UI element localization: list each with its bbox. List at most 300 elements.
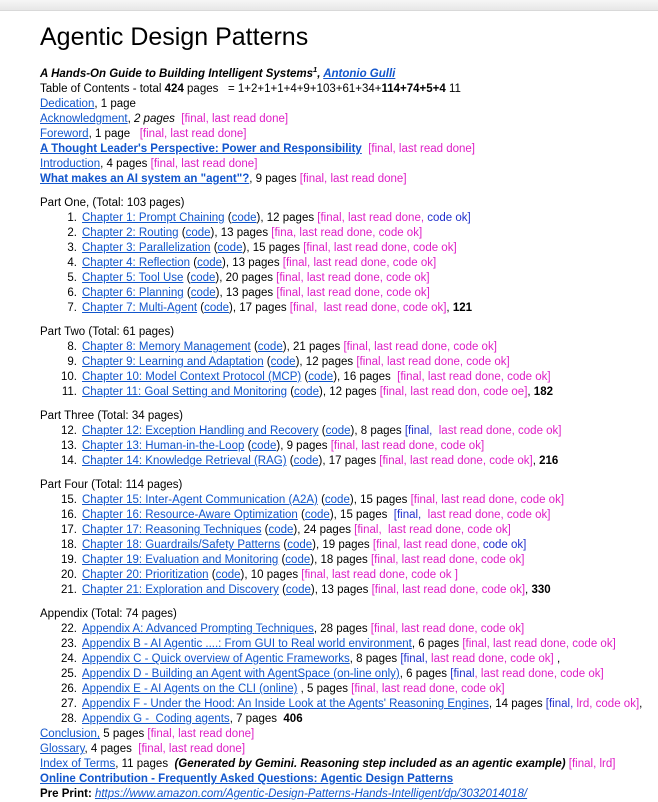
code-link[interactable]: code bbox=[257, 341, 283, 353]
text: , 8 pages bbox=[354, 425, 405, 437]
status-annotation: [final, last read don, code oe] bbox=[379, 386, 528, 398]
preprint-separator: : bbox=[87, 788, 95, 800]
toc-item bbox=[40, 667, 646, 682]
status-annotation: [final, last read done] bbox=[150, 158, 258, 170]
toc-item bbox=[40, 256, 646, 271]
toc-total-line bbox=[40, 82, 646, 97]
toc-item bbox=[40, 271, 646, 286]
code-link[interactable]: code bbox=[215, 569, 241, 581]
chapter-link[interactable]: Chapter 10: Model Context Protocol (MCP) bbox=[82, 371, 302, 383]
chapter-link[interactable]: Appendix F - Under the Hood: An Inside Look at the Agents' Reasoning Engines bbox=[82, 698, 489, 710]
text: , 12 pages bbox=[299, 356, 357, 368]
text: , 20 pages bbox=[219, 272, 277, 284]
status-annotation: [final, last read done, code ok] bbox=[410, 494, 565, 506]
item-number: 15. bbox=[61, 494, 77, 506]
status-annotation: [final, last read done, code ok] bbox=[343, 341, 497, 353]
page-total: 216 bbox=[539, 455, 559, 467]
code-link[interactable]: code bbox=[231, 212, 257, 224]
code-link[interactable]: code bbox=[190, 287, 216, 299]
code-link[interactable]: code bbox=[270, 356, 296, 368]
toc-entry bbox=[40, 772, 646, 787]
top-chrome-bar bbox=[0, 0, 658, 11]
item-text bbox=[82, 226, 646, 241]
item-text bbox=[82, 385, 646, 400]
chapter-link[interactable]: Appendix E - AI Agents on the CLI (online) bbox=[82, 683, 298, 695]
chapter-link[interactable]: Chapter 13: Human-in-the-Loop bbox=[82, 440, 245, 452]
item-text bbox=[82, 439, 646, 454]
text: , 15 pages bbox=[333, 509, 394, 521]
item-text bbox=[82, 370, 646, 385]
chapter-link[interactable]: Chapter 7: Multi-Agent bbox=[82, 302, 198, 314]
item-number: 13. bbox=[61, 440, 77, 452]
status-annotation: last read done, code ok] bbox=[432, 425, 562, 437]
toc-item bbox=[40, 286, 646, 301]
toc-sum-bold: 114+74+5+4 bbox=[381, 83, 446, 95]
chapter-link[interactable]: Chapter 17: Reasoning Techniques bbox=[82, 524, 262, 536]
toc-item bbox=[40, 439, 646, 454]
text: ) bbox=[282, 341, 287, 353]
toc-item bbox=[40, 241, 646, 256]
item-number: 3. bbox=[67, 242, 77, 254]
code-link[interactable]: code bbox=[287, 539, 313, 551]
text: ( bbox=[280, 539, 288, 551]
chapter-link[interactable]: Chapter 12: Exception Handling and Recovery bbox=[82, 425, 319, 437]
page-total: 406 bbox=[283, 713, 303, 725]
item-text bbox=[82, 553, 646, 568]
section-heading: Part Three (Total: 34 pages) bbox=[40, 410, 183, 422]
toc-prefix: Table of Contents - total bbox=[40, 83, 165, 95]
text: ( bbox=[183, 272, 191, 284]
subtitle-line bbox=[40, 67, 646, 82]
toc-item bbox=[40, 385, 646, 400]
chapter-link[interactable]: Chapter 5: Tool Use bbox=[82, 272, 184, 284]
text: , bbox=[639, 698, 643, 710]
text: ( bbox=[190, 257, 198, 269]
text: ) bbox=[222, 257, 226, 269]
text: , 11 pages bbox=[115, 758, 175, 770]
item-number: 22. bbox=[61, 623, 77, 635]
status-annotation: [final, last read done, code ok] bbox=[351, 683, 505, 695]
text: ) bbox=[215, 272, 220, 284]
back-matter-link[interactable]: Glossary bbox=[40, 743, 85, 755]
status-annotation: lrd, code ok] bbox=[573, 698, 640, 710]
toc-entry bbox=[40, 127, 646, 142]
status-annotation: [final, last read done, code ok] bbox=[330, 440, 485, 452]
text: , 13 pages bbox=[214, 227, 272, 239]
status-annotation: last read done, code ok] bbox=[421, 509, 551, 521]
toc-item bbox=[40, 340, 646, 355]
italic-note: (Generated by Gemini. Reasoning step included as an agentic example) bbox=[174, 758, 566, 770]
text: ) bbox=[295, 356, 300, 368]
chapter-link[interactable]: Chapter 6: Planning bbox=[82, 287, 184, 299]
text: , 7 pages bbox=[229, 713, 284, 725]
status-annotation: [final, last read done, code ok] bbox=[303, 242, 457, 254]
text: ( bbox=[301, 371, 309, 383]
text: ) bbox=[242, 242, 247, 254]
text: ( bbox=[297, 509, 305, 521]
text: , 12 pages bbox=[322, 386, 380, 398]
chapter-link[interactable]: Chapter 11: Goal Setting and Monitoring bbox=[82, 386, 287, 398]
preprint-url-link[interactable]: https://www.amazon.com/Agentic-Design-Patterns-Hands-Intelligent/dp/3032014018/ bbox=[94, 788, 528, 800]
text: ) bbox=[256, 212, 261, 224]
item-number: 2. bbox=[67, 227, 77, 239]
item-number: 7. bbox=[67, 302, 77, 314]
code-link[interactable]: code bbox=[204, 302, 230, 314]
text: , 13 pages bbox=[219, 287, 277, 299]
status-annotation: last read done, code ok] bbox=[427, 653, 554, 665]
item-text bbox=[82, 523, 646, 538]
text: ) bbox=[312, 539, 316, 551]
toc-item bbox=[40, 355, 646, 370]
code-link[interactable]: code bbox=[251, 440, 277, 452]
item-text bbox=[82, 583, 646, 598]
item-number: 28. bbox=[61, 713, 77, 725]
status-annotation: [fina, last read done, code ok] bbox=[271, 227, 423, 239]
chapter-link[interactable]: Chapter 15: Inter-Agent Communication (A2A) bbox=[82, 494, 318, 506]
code-link[interactable]: code bbox=[293, 455, 319, 467]
item-text bbox=[82, 538, 646, 553]
item-text bbox=[82, 508, 646, 523]
text: ( bbox=[287, 386, 295, 398]
text: ) bbox=[318, 455, 323, 467]
text: , bbox=[553, 653, 561, 665]
text: , 1 page bbox=[88, 128, 140, 140]
page-total: 121 bbox=[452, 302, 472, 314]
code-link[interactable]: code bbox=[285, 584, 311, 596]
item-text bbox=[82, 637, 646, 652]
toc-entry bbox=[40, 142, 646, 157]
text: ( bbox=[224, 212, 232, 224]
text: ) bbox=[229, 302, 233, 314]
item-text bbox=[82, 301, 646, 316]
front-matter-link[interactable]: Dedication bbox=[40, 98, 95, 110]
text: ( bbox=[208, 569, 216, 581]
text: , 1 page bbox=[94, 98, 136, 110]
text: ) bbox=[276, 440, 281, 452]
chapter-sections bbox=[40, 196, 646, 727]
toc-item bbox=[40, 370, 646, 385]
chapter-link[interactable]: Chapter 4: Reflection bbox=[82, 257, 191, 269]
toc-item bbox=[40, 211, 646, 226]
item-text bbox=[82, 340, 646, 355]
item-text bbox=[82, 568, 646, 583]
status-annotation: [final, last read done] bbox=[368, 143, 475, 155]
text: , 6 pages bbox=[399, 668, 451, 680]
toc-item bbox=[40, 301, 646, 316]
back-matter-link[interactable]: Conclusion, bbox=[40, 728, 101, 740]
item-number: 18. bbox=[61, 539, 77, 551]
text: , 19 pages bbox=[315, 539, 373, 551]
italic-note: 2 pages bbox=[133, 113, 175, 125]
text: , 8 pages bbox=[349, 653, 401, 665]
back-matter-link[interactable]: Online Contribution - Frequently Asked Questions: Agentic Design Patterns bbox=[40, 773, 454, 785]
text: ( bbox=[278, 584, 286, 596]
status-annotation: [final, last read done] bbox=[138, 743, 246, 755]
text: , 17 pages bbox=[322, 455, 380, 467]
chapter-link[interactable]: Chapter 16: Resource-Aware Optimization bbox=[82, 509, 298, 521]
text: , 28 pages bbox=[313, 623, 371, 635]
text: , 5 pages bbox=[297, 683, 352, 695]
text: ( bbox=[286, 455, 294, 467]
subtitle-text: A Hands-On Guide to Building Intelligent Systems bbox=[40, 68, 314, 80]
document-page bbox=[0, 23, 658, 802]
toc-item bbox=[40, 538, 646, 553]
toc-suffix: 11 bbox=[445, 83, 461, 95]
item-text bbox=[82, 241, 646, 256]
item-number: 8. bbox=[67, 341, 77, 353]
text: ) bbox=[215, 287, 220, 299]
item-text bbox=[82, 454, 646, 469]
chapter-link[interactable]: Chapter 14: Knowledge Retrieval (RAG) bbox=[82, 455, 287, 467]
item-text bbox=[82, 667, 646, 682]
toc-mid: pages = bbox=[183, 83, 238, 95]
text: , bbox=[127, 113, 134, 125]
code-link[interactable]: code bbox=[325, 425, 351, 437]
status-annotation: code ok] bbox=[482, 539, 527, 551]
code-link[interactable]: code bbox=[324, 494, 350, 506]
item-number: 21. bbox=[61, 584, 77, 596]
toc-item bbox=[40, 583, 646, 598]
section-heading: Part Two (Total: 61 pages) bbox=[40, 326, 175, 338]
toc-entry bbox=[40, 742, 646, 757]
status-annotation: [final, last read done, code ok] bbox=[276, 287, 430, 299]
text: , bbox=[525, 584, 532, 596]
item-number: 11. bbox=[61, 386, 77, 398]
text: ( bbox=[318, 425, 326, 437]
chapter-link[interactable]: Chapter 9: Learning and Adaptation bbox=[82, 356, 264, 368]
text: ) bbox=[350, 425, 355, 437]
toc-item bbox=[40, 226, 646, 241]
text: , 21 pages bbox=[286, 341, 344, 353]
item-number: 16. bbox=[61, 509, 77, 521]
status-annotation: [final, last read done, code ok] bbox=[282, 257, 437, 269]
text: ) bbox=[240, 569, 245, 581]
item-text bbox=[82, 697, 646, 712]
toc-item bbox=[40, 568, 646, 583]
status-annotation: [final, lrd] bbox=[568, 758, 616, 770]
item-number: 20. bbox=[61, 569, 77, 581]
section-heading: Part Four (Total: 114 pages) bbox=[40, 479, 183, 491]
code-link[interactable]: code bbox=[268, 524, 294, 536]
front-matter-link[interactable]: Acknowledgment bbox=[40, 113, 128, 125]
toc-item bbox=[40, 523, 646, 538]
front-matter-link[interactable]: Foreword bbox=[40, 128, 89, 140]
preprint-label: Pre Print bbox=[40, 788, 88, 800]
code-link[interactable]: code bbox=[217, 242, 243, 254]
status-annotation: [final, last read done, code ok] bbox=[397, 371, 551, 383]
toc-item bbox=[40, 652, 646, 667]
chapter-link[interactable]: Chapter 1: Prompt Chaining bbox=[82, 212, 225, 224]
status-annotation: [final, last read done, code ok] bbox=[356, 356, 510, 368]
status-annotation: [final, last read done, code ok] bbox=[370, 623, 525, 635]
doc-title: Agentic Design Patterns bbox=[40, 23, 309, 51]
status-annotation: [final, bbox=[545, 698, 574, 710]
text: , 13 pages bbox=[314, 584, 372, 596]
status-annotation: [final, last read done, code ok ] bbox=[301, 569, 458, 581]
author-link[interactable]: Antonio Gulli bbox=[323, 68, 396, 80]
text: , 4 pages bbox=[100, 158, 151, 170]
item-number: 25. bbox=[61, 668, 77, 680]
item-number: 5. bbox=[67, 272, 77, 284]
chapter-link[interactable]: Chapter 20: Prioritization bbox=[82, 569, 209, 581]
text: , 4 pages bbox=[84, 743, 139, 755]
status-annotation: [final, last read done] bbox=[139, 128, 247, 140]
item-number: 14. bbox=[61, 455, 77, 467]
code-link[interactable]: code bbox=[197, 257, 223, 269]
item-text bbox=[82, 712, 646, 727]
footnote-ref: 1 bbox=[313, 65, 318, 75]
chapter-link[interactable]: Appendix B - AI Agentic ....: From GUI to Real world environment bbox=[82, 638, 412, 650]
back-matter-link[interactable]: Index of Terms bbox=[40, 758, 116, 770]
text: , 13 pages bbox=[225, 257, 283, 269]
code-link[interactable]: code bbox=[285, 554, 311, 566]
text: , bbox=[532, 455, 540, 467]
toc-entry bbox=[40, 727, 646, 742]
text: , 14 pages bbox=[488, 698, 546, 710]
text: , 6 pages bbox=[411, 638, 463, 650]
text: ( bbox=[263, 356, 271, 368]
front-matter-link[interactable]: What makes an AI system an "agent"? bbox=[40, 173, 250, 185]
toc-item bbox=[40, 454, 646, 469]
section-heading: Appendix (Total: 74 pages) bbox=[40, 608, 177, 620]
chapter-link[interactable]: Chapter 8: Memory Management bbox=[82, 341, 251, 353]
text: ) bbox=[349, 494, 354, 506]
text: ( bbox=[261, 524, 269, 536]
text: ( bbox=[244, 440, 252, 452]
chapter-link[interactable]: Chapter 18: Guardrails/Safety Patterns bbox=[82, 539, 281, 551]
toc-sum: 1+2+1+1+4+9+103+61+34+ bbox=[237, 83, 382, 95]
item-text bbox=[82, 493, 646, 508]
text: ( bbox=[278, 554, 286, 566]
text: ( bbox=[210, 242, 218, 254]
text: ) bbox=[210, 227, 215, 239]
status-annotation: [final, last read done, code ok] bbox=[354, 524, 511, 536]
toc-entry bbox=[40, 97, 646, 112]
item-text bbox=[82, 424, 646, 439]
text: ( bbox=[183, 287, 191, 299]
status-annotation: , last read done, code ok] bbox=[474, 668, 604, 680]
item-text bbox=[82, 256, 646, 271]
item-number: 6. bbox=[67, 287, 77, 299]
status-annotation: [final, last read done, code ok] bbox=[462, 638, 616, 650]
section-heading: Part One, (Total: 103 pages) bbox=[40, 197, 185, 209]
toc-item bbox=[40, 424, 646, 439]
text: ) bbox=[333, 371, 338, 383]
code-link[interactable]: code bbox=[304, 509, 330, 521]
text: , 15 pages bbox=[353, 494, 411, 506]
toc-item bbox=[40, 508, 646, 523]
status-annotation: [final, last read done, code ok] bbox=[370, 554, 525, 566]
chapter-link[interactable]: Appendix G - Coding agents bbox=[82, 713, 230, 725]
chapter-link[interactable]: Chapter 21: Exploration and Discovery bbox=[82, 584, 279, 596]
text: , 10 pages bbox=[244, 569, 302, 581]
chapter-link[interactable]: Appendix D - Building an Agent with AgentSpace (on-line only) bbox=[82, 668, 400, 680]
text: , 15 pages bbox=[246, 242, 304, 254]
item-number: 10. bbox=[61, 371, 77, 383]
status-annotation: [final, last read done] bbox=[299, 173, 407, 185]
text: , 24 pages bbox=[297, 524, 355, 536]
back-matter-list bbox=[40, 727, 646, 787]
code-link[interactable]: code bbox=[308, 371, 334, 383]
status-annotation: [final, last read done, code ok] bbox=[371, 584, 526, 596]
toc-item bbox=[40, 553, 646, 568]
item-number: 9. bbox=[67, 356, 77, 368]
text: , 12 pages bbox=[260, 212, 318, 224]
text: , 9 pages bbox=[280, 440, 331, 452]
toc-item bbox=[40, 637, 646, 652]
item-text bbox=[82, 286, 646, 301]
text: , bbox=[527, 386, 534, 398]
item-text bbox=[82, 271, 646, 286]
item-text bbox=[82, 652, 646, 667]
item-text bbox=[82, 355, 646, 370]
status-annotation: [final, last read done, code ok] bbox=[289, 302, 447, 314]
item-text bbox=[82, 622, 646, 637]
item-number: 1. bbox=[67, 212, 77, 224]
toc-entry bbox=[40, 757, 646, 772]
code-link[interactable]: code bbox=[185, 227, 211, 239]
item-number: 17. bbox=[61, 524, 77, 536]
status-annotation: [final, last read done, bbox=[317, 212, 428, 224]
item-text bbox=[82, 682, 646, 697]
status-annotation: [final, bbox=[393, 509, 422, 521]
status-annotation: code ok] bbox=[427, 212, 471, 224]
text: , 17 pages bbox=[232, 302, 290, 314]
toc-entry bbox=[40, 112, 646, 127]
chapter-link[interactable]: Chapter 3: Parallelization bbox=[82, 242, 211, 254]
front-matter-list bbox=[40, 97, 646, 187]
code-link[interactable]: code bbox=[190, 272, 216, 284]
toc-entry bbox=[40, 172, 646, 187]
chapter-link[interactable]: Chapter 2: Routing bbox=[82, 227, 179, 239]
text: ) bbox=[329, 509, 334, 521]
item-number: 12. bbox=[61, 425, 77, 437]
text: , 16 pages bbox=[337, 371, 398, 383]
toc-item bbox=[40, 712, 646, 727]
item-number: 26. bbox=[61, 683, 77, 695]
text: ) bbox=[293, 524, 298, 536]
code-link[interactable]: code bbox=[294, 386, 319, 398]
status-annotation: [final bbox=[450, 668, 475, 680]
toc-item bbox=[40, 697, 646, 712]
status-annotation: [final, bbox=[400, 653, 428, 665]
toc-item bbox=[40, 493, 646, 508]
status-annotation: [final, last read done, bbox=[372, 539, 483, 551]
item-number: 27. bbox=[61, 698, 77, 710]
text: ( bbox=[317, 494, 325, 506]
front-matter-link[interactable]: Introduction bbox=[40, 158, 101, 170]
text: ( bbox=[197, 302, 205, 314]
toc-item bbox=[40, 682, 646, 697]
text: ) bbox=[318, 386, 323, 398]
subtitle-separator: , bbox=[317, 68, 324, 80]
status-annotation: [final, last read done] bbox=[147, 728, 255, 740]
toc-item bbox=[40, 622, 646, 637]
text: ) bbox=[310, 584, 315, 596]
page-total: 330 bbox=[531, 584, 551, 596]
toc-entry bbox=[40, 157, 646, 172]
text: ( bbox=[250, 341, 258, 353]
front-matter-link[interactable]: A Thought Leader's Perspective: Power and Responsibility bbox=[40, 143, 362, 155]
item-number: 19. bbox=[61, 554, 77, 566]
chapter-link[interactable]: Appendix A: Advanced Prompting Techniques bbox=[82, 623, 314, 635]
status-annotation: [final, last read done, code ok] bbox=[276, 272, 430, 284]
status-annotation: [final, last read done, code ok] bbox=[379, 455, 533, 467]
text: 5 pages bbox=[100, 728, 148, 740]
item-text bbox=[82, 211, 646, 226]
chapter-link[interactable]: Appendix C - Quick overview of Agentic Frameworks bbox=[82, 653, 350, 665]
chapter-link[interactable]: Chapter 19: Evaluation and Monitoring bbox=[82, 554, 279, 566]
